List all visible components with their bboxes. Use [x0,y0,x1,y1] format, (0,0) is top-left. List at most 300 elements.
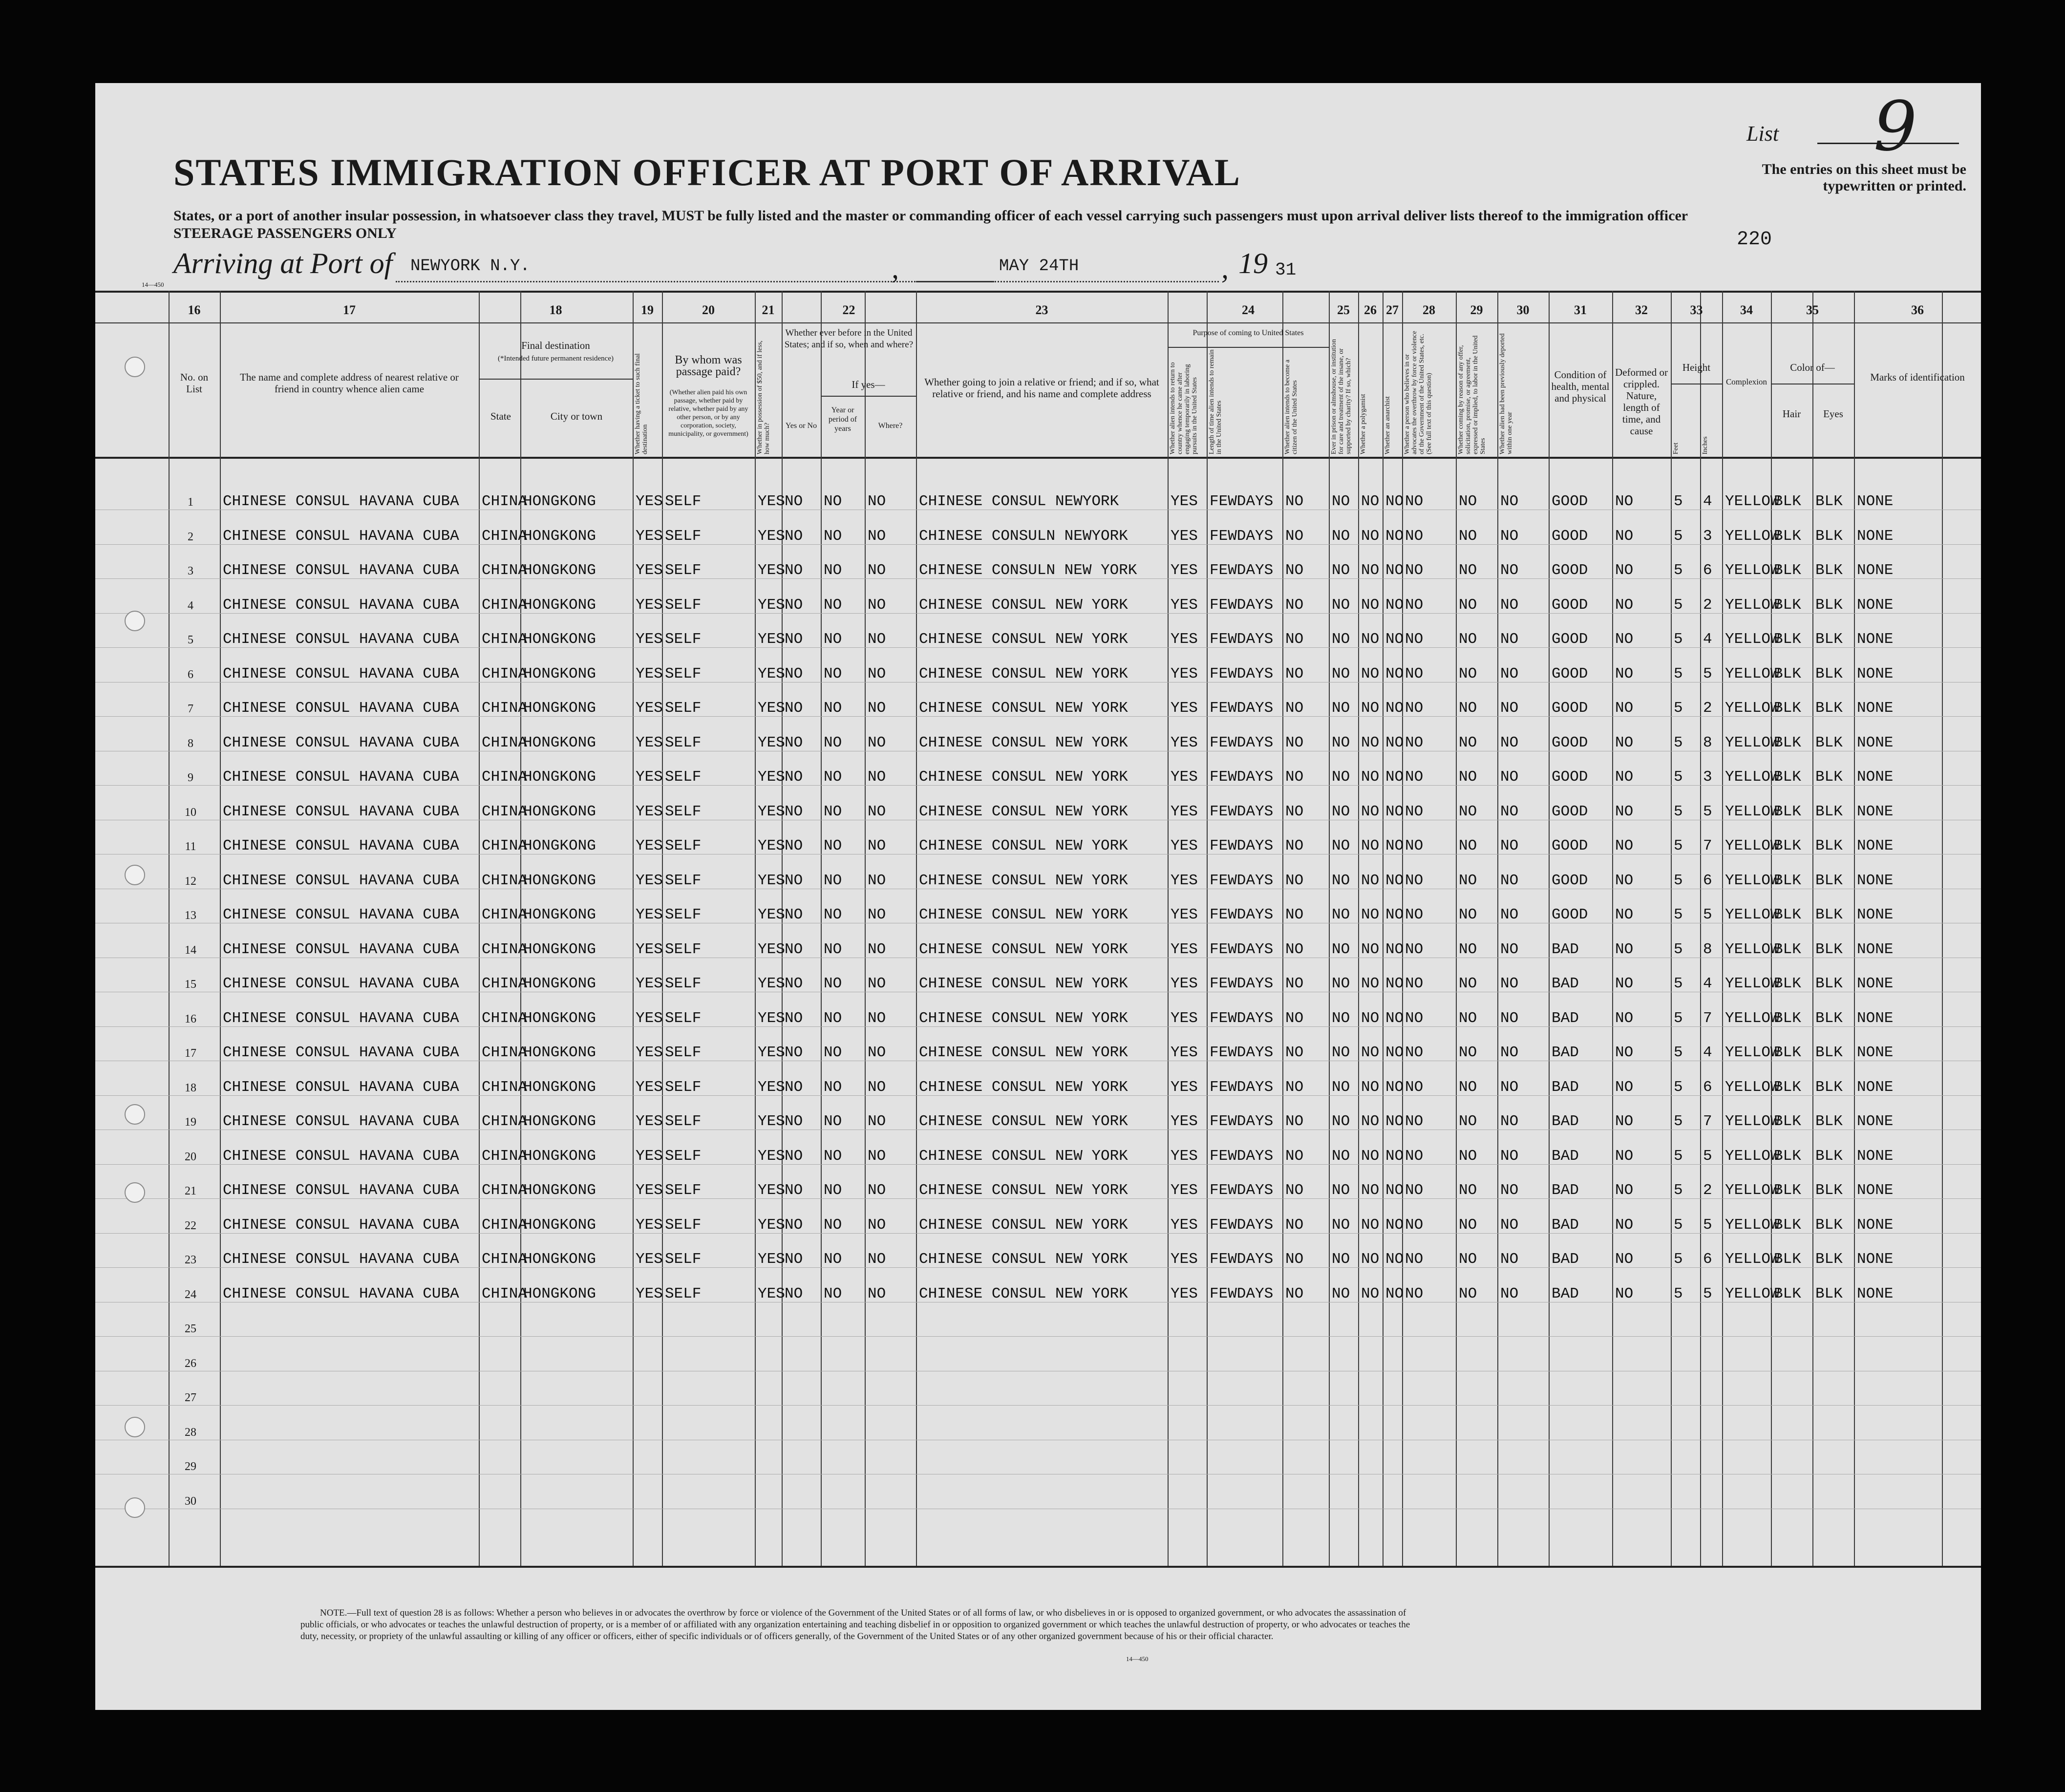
cell-c27: NO [1385,1009,1404,1027]
cell-c27: NO [1385,631,1404,648]
cell-c30: NO [1500,872,1519,889]
table-row[interactable] [95,1165,1981,1200]
cell-cit: NO [1285,768,1304,786]
cell-paid: SELF [665,631,702,648]
cell-cit: NO [1285,940,1304,958]
cell-c29: NO [1459,527,1477,545]
cell-c29: NO [1459,1113,1477,1130]
cell-rel: CHINESE CONSUL HAVANA CUBA [223,906,459,923]
cell-length: FEWDAYS [1210,1147,1274,1165]
table-row[interactable] [95,924,1981,959]
column-number: 23 [1035,303,1048,317]
cell-joining: CHINESE CONSUL NEW YORK [919,1009,1128,1027]
cell-marks: NONE [1857,872,1894,889]
cell-period: NO [824,1113,842,1130]
cell-marks: NONE [1857,768,1894,786]
cell-deformed: NO [1615,1009,1634,1027]
cell-cit: NO [1285,1078,1304,1096]
cell-deformed: NO [1615,1113,1634,1130]
cell-cit: NO [1285,872,1304,889]
ticket-header: Whether having a ticket to such final destination [634,353,649,454]
typewritten-note: The entries on this sheet must be typewritten or printed. [1762,161,1966,194]
cell-joining: CHINESE CONSUL NEW YORK [919,700,1128,717]
column-number: 16 [188,303,201,317]
cell-deformed: NO [1615,768,1634,786]
cell-c28: NO [1405,734,1424,751]
cell-marks: NONE [1857,1044,1894,1061]
intro-line-1: States, or a port of another insular possession, in whatsoever class they travel, MUST be fully listed and the master or commanding officer of each vessel carrying such passengers must upon arrival deliver lists thereof to the immigration officer [173,208,1688,224]
cell-deformed: NO [1615,631,1634,648]
cell-where: NO [868,1078,886,1096]
cell-length: FEWDAYS [1210,940,1274,958]
cell-rel: CHINESE CONSUL HAVANA CUBA [223,872,459,889]
relative-abroad-header: The name and complete address of nearest relative or friend in country whence alien came [240,371,459,395]
cell-complexion: YELLOW [1725,803,1780,820]
purpose-citizen-header: Whether alien intends to become a citizen of the United States [1284,360,1299,454]
cell-complexion: YELLOW [1725,665,1780,683]
cell-paid: SELF [665,906,702,923]
cell-joining: CHINESE CONSUL NEW YORK [919,872,1128,889]
cell-state: CHINA [482,1147,528,1165]
cell-ft: 5 [1674,1078,1683,1096]
cell-complexion: YELLOW [1725,734,1780,751]
empty-row[interactable] [95,1441,1981,1475]
table-row[interactable] [95,752,1981,787]
cell-hair: BLK [1774,803,1801,820]
cell-rel: CHINESE CONSUL HAVANA CUBA [223,837,459,854]
table-row[interactable] [95,614,1981,649]
cell-hair: BLK [1774,700,1801,717]
cell-city: HONGKONG [523,527,596,545]
row-number: 26 [185,1357,196,1370]
cell-c27: NO [1385,493,1404,510]
cell-eyes: BLK [1815,493,1843,510]
cell-marks: NONE [1857,1078,1894,1096]
joining-header: Whether going to join a relative or friend; and if so, what relative or friend, and his name and complete address [924,376,1159,400]
cell-city: HONGKONG [523,975,596,992]
cell-eyes: BLK [1815,700,1843,717]
cell-joining: CHINESE CONSUL NEW YORK [919,906,1128,923]
cell-joining: CHINESE CONSUL NEW YORK [919,1147,1128,1165]
cell-c30: NO [1500,631,1519,648]
cell-health: GOOD [1552,562,1588,579]
cell-deformed: NO [1615,1044,1634,1061]
cell-city: HONGKONG [523,872,596,889]
money-header: Whether in possession of $50, and if less, how much? [756,341,771,454]
cell-state: CHINA [482,734,528,751]
cell-paid: SELF [665,1044,702,1061]
cell-city: HONGKONG [523,562,596,579]
cell-rel: CHINESE CONSUL HAVANA CUBA [223,1044,459,1061]
cell-c25: NO [1332,734,1350,751]
column-number: 19 [641,303,654,317]
table-row[interactable] [95,855,1981,890]
column-number: 32 [1635,303,1648,317]
cell-c25: NO [1332,562,1350,579]
cell-paid: SELF [665,975,702,992]
cell-complexion: YELLOW [1725,1147,1780,1165]
table-bottom-rule [95,1566,1981,1568]
cell-marks: NONE [1857,734,1894,751]
cell-ft: 5 [1674,596,1683,614]
cell-city: HONGKONG [523,734,596,751]
row-number: 19 [185,1116,196,1129]
cell-rel: CHINESE CONSUL HAVANA CUBA [223,940,459,958]
column-number: 22 [842,303,855,317]
cell-cit: NO [1285,700,1304,717]
cell-c29: NO [1459,631,1477,648]
cell-complexion: YELLOW [1725,1216,1780,1234]
cell-ft: 5 [1674,562,1683,579]
cell-complexion: YELLOW [1725,1009,1780,1027]
cell-city: HONGKONG [523,837,596,854]
cell-where: NO [868,1251,886,1268]
cell-eyes: BLK [1815,1078,1843,1096]
color-of-header: Color of— [1790,362,1835,373]
cell-rel: CHINESE CONSUL HAVANA CUBA [223,700,459,717]
cell-period: NO [824,493,842,510]
cell-cit: NO [1285,1285,1304,1302]
empty-row[interactable] [95,1338,1981,1372]
cell-state: CHINA [482,562,528,579]
cell-money: YES [758,665,785,683]
cell-ft: 5 [1674,665,1683,683]
table-row[interactable] [95,649,1981,683]
cell-health: BAD [1552,940,1579,958]
cell-ret: YES [1171,493,1198,510]
table-row[interactable] [95,683,1981,718]
comma-2: , [1221,252,1229,284]
cell-c30: NO [1500,596,1519,614]
table-row[interactable] [95,545,1981,580]
cell-ticket: YES [636,631,663,648]
table-row[interactable] [95,1062,1981,1097]
cell-complexion: YELLOW [1725,768,1780,786]
cell-c27: NO [1385,1147,1404,1165]
punch-hole [125,1182,145,1203]
row-number: 18 [185,1081,196,1094]
cell-money: YES [758,872,785,889]
cell-ft: 5 [1674,1147,1683,1165]
cell-c28: NO [1405,527,1424,545]
table-row[interactable] [95,993,1981,1028]
cell-marks: NONE [1857,940,1894,958]
cell-complexion: YELLOW [1725,562,1780,579]
cell-city: HONGKONG [523,906,596,923]
deported-header: Whether alien had been previously deported within one year [1499,333,1513,454]
table-row[interactable] [95,1096,1981,1131]
cell-c27: NO [1385,1251,1404,1268]
row-number: 10 [185,806,196,819]
cell-c30: NO [1500,527,1519,545]
table-row[interactable] [95,959,1981,993]
cell-ret: YES [1171,1251,1198,1268]
cell-eyes: BLK [1815,1147,1843,1165]
cell-health: BAD [1552,1113,1579,1130]
cell-before: NO [785,906,803,923]
table-row[interactable] [95,821,1981,855]
cell-joining: CHINESE CONSUL NEW YORK [919,768,1128,786]
cell-money: YES [758,803,785,820]
cell-c26: NO [1361,493,1380,510]
cell-c29: NO [1459,665,1477,683]
cell-in: 5 [1703,906,1712,923]
table-row[interactable] [95,511,1981,546]
cell-c29: NO [1459,1182,1477,1199]
cell-cit: NO [1285,1113,1304,1130]
row-number: 7 [188,703,193,715]
cell-joining: CHINESE CONSUL NEW YORK [919,1216,1128,1234]
cell-paid: SELF [665,734,702,751]
cell-c26: NO [1361,1182,1380,1199]
table-row[interactable] [95,718,1981,752]
cell-cit: NO [1285,562,1304,579]
cell-c26: NO [1361,700,1380,717]
cell-c26: NO [1361,665,1380,683]
cell-cit: NO [1285,1044,1304,1061]
cell-where: NO [868,1216,886,1234]
list-number: 9 [1873,87,1917,167]
cell-c29: NO [1459,562,1477,579]
cell-marks: NONE [1857,1009,1894,1027]
empty-row[interactable] [95,1303,1981,1338]
cell-hair: BLK [1774,1182,1801,1199]
cell-rel: CHINESE CONSUL HAVANA CUBA [223,1285,459,1302]
cell-cit: NO [1285,493,1304,510]
row-number: 25 [185,1323,196,1335]
cell-deformed: NO [1615,700,1634,717]
header-top-rule [95,291,1981,293]
table-row[interactable] [95,1269,1981,1303]
column-number: 30 [1516,303,1530,317]
cell-c30: NO [1500,1285,1519,1302]
cell-c29: NO [1459,1044,1477,1061]
row-number: 14 [185,943,196,957]
cell-hair: BLK [1774,562,1801,579]
cell-before: NO [785,1113,803,1130]
height-header: Height [1682,362,1711,373]
cell-c28: NO [1405,1009,1424,1027]
row-number: 17 [185,1047,196,1060]
cell-c29: NO [1459,700,1477,717]
cell-ft: 5 [1674,1009,1683,1027]
cell-c25: NO [1332,1285,1350,1302]
cell-rel: CHINESE CONSUL HAVANA CUBA [223,493,459,510]
cell-c26: NO [1361,631,1380,648]
cell-c26: NO [1361,872,1380,889]
cell-joining: CHINESE CONSULN NEWYORK [919,527,1128,545]
if-yes-subrule [821,396,916,397]
cell-c27: NO [1385,1044,1404,1061]
cell-c29: NO [1459,734,1477,751]
cell-ticket: YES [636,837,663,854]
row-number: 22 [185,1219,196,1232]
empty-row[interactable] [95,1475,1981,1510]
cell-c28: NO [1405,906,1424,923]
cell-eyes: BLK [1815,975,1843,992]
cell-money: YES [758,1009,785,1027]
cell-deformed: NO [1615,1182,1634,1199]
cell-c30: NO [1500,665,1519,683]
row-number: 29 [185,1460,196,1473]
cell-complexion: YELLOW [1725,631,1780,648]
port-blank [396,281,994,282]
cell-c29: NO [1459,906,1477,923]
cell-rel: CHINESE CONSUL HAVANA CUBA [223,527,459,545]
cell-eyes: BLK [1815,1113,1843,1130]
cell-state: CHINA [482,1216,528,1234]
cell-c26: NO [1361,596,1380,614]
cell-length: FEWDAYS [1210,803,1274,820]
table-row[interactable] [95,476,1981,511]
cell-ticket: YES [636,665,663,683]
cell-health: BAD [1552,1078,1579,1096]
cell-cit: NO [1285,906,1304,923]
cell-city: HONGKONG [523,1113,596,1130]
cell-money: YES [758,940,785,958]
cell-period: NO [824,1216,842,1234]
cell-c26: NO [1361,1285,1380,1302]
row-number: 6 [188,668,193,681]
final-destination-note: (*Intended future permanent residence) [498,355,614,363]
cell-c27: NO [1385,975,1404,992]
cell-paid: SELF [665,493,702,510]
cell-health: GOOD [1552,803,1588,820]
cell-before: NO [785,700,803,717]
table-row[interactable] [95,580,1981,615]
table-row[interactable] [95,787,1981,821]
cell-marks: NONE [1857,1216,1894,1234]
cell-where: NO [868,562,886,579]
table-row[interactable] [95,1027,1981,1062]
table-row[interactable] [95,1131,1981,1166]
cell-hair: BLK [1774,940,1801,958]
cell-cit: NO [1285,1147,1304,1165]
column-number: 21 [762,303,775,317]
cell-ft: 5 [1674,1113,1683,1130]
cell-ft: 5 [1674,872,1683,889]
cell-complexion: YELLOW [1725,906,1780,923]
cell-c27: NO [1385,1113,1404,1130]
cell-c26: NO [1361,768,1380,786]
table-row[interactable] [95,1200,1981,1235]
cell-health: GOOD [1552,493,1588,510]
cell-deformed: NO [1615,527,1634,545]
cell-paid: SELF [665,1285,702,1302]
cell-c28: NO [1405,872,1424,889]
page-title: STATES IMMIGRATION OFFICER AT PORT OF ARRIVAL [173,151,1241,193]
table-row[interactable] [95,890,1981,924]
row-number: 15 [185,978,196,991]
purpose-subrule [1168,347,1329,348]
cell-marks: NONE [1857,631,1894,648]
cell-length: FEWDAYS [1210,734,1274,751]
cell-eyes: BLK [1815,768,1843,786]
row-number: 9 [188,771,193,784]
cell-cit: NO [1285,975,1304,992]
cell-where: NO [868,665,886,683]
cell-period: NO [824,734,842,751]
intro-line-2: STEERAGE PASSENGERS ONLY [173,225,397,241]
cell-hair: BLK [1774,631,1801,648]
cell-c28: NO [1405,803,1424,820]
cell-rel: CHINESE CONSUL HAVANA CUBA [223,803,459,820]
cell-eyes: BLK [1815,906,1843,923]
cell-before: NO [785,527,803,545]
cell-in: 2 [1703,1182,1712,1199]
cell-before: NO [785,734,803,751]
cell-c25: NO [1332,1113,1350,1130]
cell-state: CHINA [482,665,528,683]
paid-by-note: (Whether alien paid his own passage, whether paid by relative, whether paid by any other person, or by any corporation, society, municipality, or government) [668,389,748,438]
cell-c27: NO [1385,665,1404,683]
polygamist-header: Whether a polygamist [1360,394,1367,454]
cell-cit: NO [1285,1216,1304,1234]
cell-ft: 5 [1674,1216,1683,1234]
column-number: 24 [1242,303,1255,317]
cell-health: GOOD [1552,734,1588,751]
cell-paid: SELF [665,1147,702,1165]
cell-c28: NO [1405,700,1424,717]
cell-in: 2 [1703,596,1712,614]
cell-complexion: YELLOW [1725,872,1780,889]
cell-c27: NO [1385,803,1404,820]
cell-money: YES [758,631,785,648]
cell-in: 2 [1703,700,1712,717]
cell-health: BAD [1552,1182,1579,1199]
manifest-sheet [95,83,1981,1710]
column-number: 25 [1337,303,1350,317]
cell-c30: NO [1500,1182,1519,1199]
cell-money: YES [758,734,785,751]
cell-marks: NONE [1857,493,1894,510]
cell-ret: YES [1171,768,1198,786]
cell-deformed: NO [1615,493,1634,510]
row-number: 8 [188,737,193,750]
empty-row[interactable] [95,1407,1981,1441]
cell-cit: NO [1285,1251,1304,1268]
table-row[interactable] [95,1234,1981,1269]
row-number: 11 [185,840,196,853]
cell-health: GOOD [1552,906,1588,923]
column-number: 31 [1574,303,1587,317]
cell-ret: YES [1171,975,1198,992]
cell-health: BAD [1552,975,1579,992]
cell-health: GOOD [1552,872,1588,889]
punch-hole [125,1497,145,1518]
cell-ret: YES [1171,1009,1198,1027]
cell-c27: NO [1385,1182,1404,1199]
cell-c30: NO [1500,562,1519,579]
cell-where: NO [868,1044,886,1061]
cell-eyes: BLK [1815,837,1843,854]
cell-marks: NONE [1857,527,1894,545]
empty-row[interactable] [95,1372,1981,1407]
cell-paid: SELF [665,700,702,717]
cell-marks: NONE [1857,803,1894,820]
cell-cit: NO [1285,527,1304,545]
punch-hole [125,357,145,377]
cell-c26: NO [1361,527,1380,545]
cell-length: FEWDAYS [1210,665,1274,683]
cell-period: NO [824,700,842,717]
row-number: 16 [185,1012,196,1025]
cell-joining: CHINESE CONSUL NEW YORK [919,1044,1128,1061]
cell-joining: CHINESE CONSUL NEW YORK [919,1078,1128,1096]
cell-before: NO [785,631,803,648]
cell-state: CHINA [482,906,528,923]
city-header: City or town [550,410,603,422]
